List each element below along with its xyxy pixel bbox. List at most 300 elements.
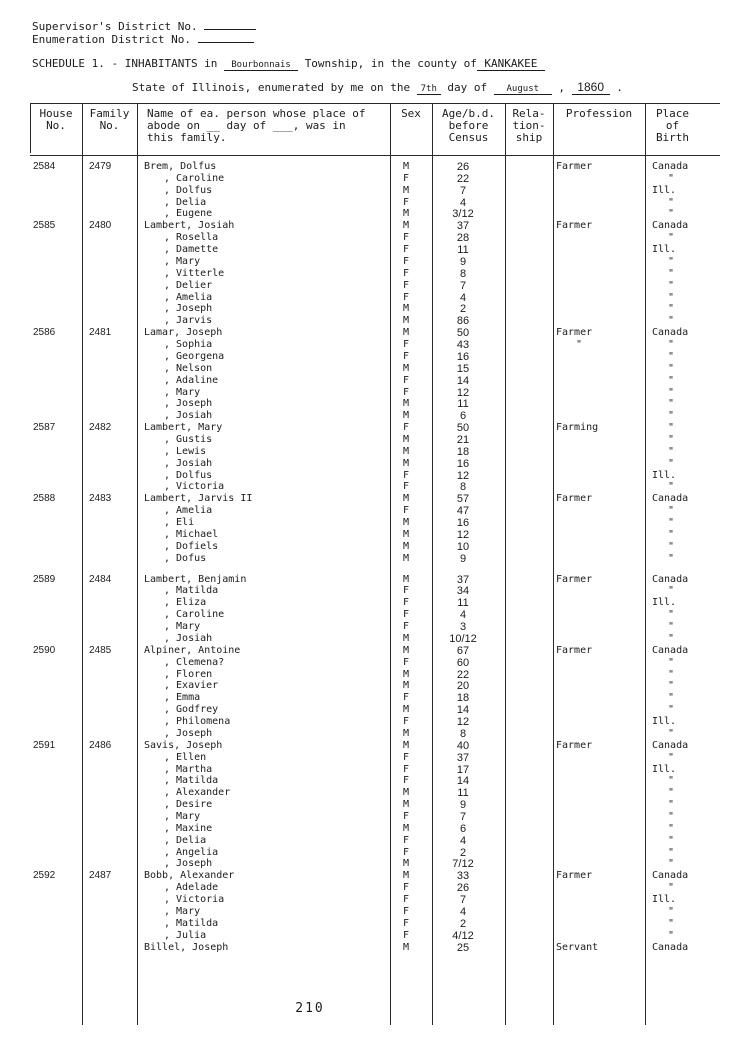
- table-row: [0, 470, 749, 482]
- profession-value: Farmer: [556, 870, 593, 882]
- person-name: , Adelade: [164, 882, 219, 894]
- person-name: , Michael: [164, 528, 219, 540]
- table-row: [0, 292, 749, 304]
- person-name: Lambert, Mary: [144, 422, 223, 434]
- age-value: 50: [456, 327, 470, 340]
- person-name: , Angelia: [164, 846, 219, 858]
- header-line: of: [665, 119, 680, 132]
- birthplace-value: ": [668, 232, 675, 244]
- table-row: [0, 315, 749, 327]
- state-text: State of Illinois, enumerated by me on the: [132, 81, 411, 94]
- person-name: Savis, Joseph: [144, 739, 223, 751]
- birthplace-value: ": [668, 846, 675, 858]
- person-name: , Maxine: [164, 822, 213, 834]
- birthplace-value: Ill.: [652, 244, 677, 256]
- house-number: 2586: [33, 327, 56, 339]
- birthplace-value: ": [668, 929, 675, 941]
- sex-value: M: [402, 327, 410, 339]
- sex-value: F: [402, 763, 410, 775]
- sex-value: M: [402, 704, 410, 716]
- birthplace-value: ": [668, 680, 675, 692]
- sex-value: M: [402, 184, 410, 196]
- header-line: before: [448, 119, 489, 132]
- table-row: [0, 680, 749, 692]
- age-value: 9: [459, 799, 467, 812]
- family-number: 2484: [89, 573, 112, 585]
- sex-value: F: [402, 882, 410, 894]
- schedule-prefix: SCHEDULE 1. - INHABITANTS in: [32, 57, 218, 70]
- age-value: 2: [459, 917, 467, 930]
- person-name: , Alexander: [164, 787, 231, 799]
- sex-value: M: [402, 858, 410, 870]
- age-value: 4: [459, 291, 467, 304]
- age-value: 17: [456, 763, 470, 776]
- enumeration-label: Enumeration District No.: [32, 33, 191, 46]
- age-value: 47: [456, 505, 470, 518]
- table-row: [0, 458, 749, 470]
- house-number: 2589: [33, 573, 56, 585]
- age-value: 9: [459, 552, 467, 565]
- table-row: [0, 799, 749, 811]
- sex-value: F: [402, 267, 410, 279]
- sex-value: M: [402, 303, 410, 315]
- person-name: , Victoria: [164, 481, 225, 493]
- age-value: 4: [459, 196, 467, 209]
- header-line: Name of ea. person whose place of: [147, 107, 366, 120]
- sex-value: M: [402, 220, 410, 232]
- table-row: [0, 303, 749, 315]
- header-sex: [390, 108, 432, 120]
- person-name: , Exavier: [164, 680, 219, 692]
- sex-value: F: [402, 692, 410, 704]
- sex-value: M: [402, 161, 410, 172]
- birthplace-value: ": [668, 196, 675, 208]
- table-row: [0, 363, 749, 375]
- age-value: 9: [459, 255, 467, 268]
- sex-value: F: [402, 775, 410, 787]
- age-value: 11: [457, 398, 469, 411]
- header-line: Birth: [655, 131, 690, 144]
- person-name: , Ellen: [164, 751, 207, 763]
- birthplace-value: ": [668, 267, 675, 279]
- age-value: 34: [456, 585, 470, 598]
- person-name: , Nelson: [164, 362, 213, 374]
- table-row: [0, 918, 749, 930]
- person-name: , Matilda: [164, 917, 219, 929]
- table-row: [0, 823, 749, 835]
- age-value: 33: [456, 870, 470, 883]
- age-value: 10/12: [449, 632, 477, 645]
- day-label: day of: [447, 81, 488, 94]
- table-row: [0, 847, 749, 859]
- enumeration-blank: [198, 32, 254, 43]
- birthplace-value: ": [668, 656, 675, 668]
- birthplace-value: ": [668, 517, 675, 529]
- person-name: , Caroline: [164, 609, 225, 621]
- table-top-border: [30, 103, 720, 104]
- birthplace-value: ": [668, 386, 675, 398]
- age-value: 4: [459, 834, 467, 847]
- age-value: 15: [456, 362, 470, 375]
- sex-value: F: [402, 481, 410, 493]
- table-row: [0, 787, 749, 799]
- house-number: 2591: [33, 739, 56, 751]
- profession-value: Farmer: [556, 493, 593, 505]
- person-name: , Joseph: [164, 398, 213, 410]
- table-row: [0, 446, 749, 458]
- age-value: 86: [456, 315, 470, 328]
- birthplace-value: ": [668, 434, 675, 445]
- table-row: [0, 232, 749, 244]
- sex-value: F: [402, 810, 410, 822]
- age-value: 14: [456, 374, 470, 387]
- sex-value: M: [402, 552, 410, 564]
- person-name: , Amelia: [164, 291, 213, 303]
- person-name: , Jarvis: [164, 315, 213, 327]
- table-row: [0, 692, 749, 704]
- age-value: 2: [459, 846, 467, 859]
- sex-value: F: [402, 255, 410, 267]
- age-value: 28: [456, 232, 470, 245]
- day-value: 7th: [417, 84, 441, 95]
- sex-value: F: [402, 469, 410, 481]
- table-row: [0, 609, 749, 621]
- sex-value: F: [402, 172, 410, 184]
- person-name: , Dofus: [164, 552, 207, 564]
- birthplace-value: ": [668, 279, 675, 291]
- birthplace-value: ": [668, 422, 675, 434]
- person-name: , Dofiels: [164, 540, 219, 552]
- person-name: , Lewis: [164, 445, 207, 457]
- table-row: [0, 481, 749, 493]
- house-number: 2587: [33, 422, 56, 434]
- family-number: 2482: [89, 422, 112, 434]
- profession-value: ": [576, 339, 583, 351]
- age-value: 4: [459, 905, 467, 918]
- table-header-border: [30, 155, 720, 156]
- sex-value: F: [402, 621, 410, 633]
- person-name: , Martha: [164, 763, 213, 775]
- birthplace-value: ": [668, 315, 675, 327]
- sex-value: M: [402, 410, 410, 422]
- table-row: [0, 597, 749, 609]
- family-number: 2479: [89, 161, 112, 172]
- family-number: 2480: [89, 220, 112, 232]
- person-name: , Adaline: [164, 374, 219, 386]
- table-row: [0, 256, 749, 268]
- sex-value: M: [402, 941, 410, 953]
- person-name: , Josiah: [164, 410, 213, 422]
- table-row: [0, 657, 749, 669]
- birthplace-value: ": [668, 917, 675, 929]
- person-name: , Amelia: [164, 505, 213, 517]
- table-row: [0, 740, 749, 752]
- table-row: [0, 553, 749, 565]
- age-value: 40: [456, 739, 470, 752]
- birthplace-value: ": [668, 350, 675, 362]
- age-value: 26: [456, 161, 470, 173]
- age-value: 60: [456, 656, 470, 669]
- birthplace-value: ": [668, 822, 675, 834]
- person-name: , Clemena?: [164, 656, 225, 668]
- age-value: 12: [456, 716, 470, 729]
- table-row: [0, 398, 749, 410]
- county-value: KANKAKEE: [477, 57, 545, 71]
- sex-value: M: [402, 632, 410, 644]
- sex-value: F: [402, 656, 410, 668]
- person-name: , Emma: [164, 692, 201, 704]
- person-name: , Mary: [164, 621, 201, 633]
- table-row: [0, 574, 749, 586]
- age-value: 37: [456, 573, 470, 586]
- sex-value: F: [402, 232, 410, 244]
- person-name: , Caroline: [164, 172, 225, 184]
- table-row: [0, 835, 749, 847]
- age-value: 20: [456, 680, 470, 693]
- table-row: [0, 621, 749, 633]
- age-value: 67: [456, 644, 470, 657]
- age-value: 57: [456, 493, 470, 506]
- period: .: [616, 81, 623, 94]
- person-name: , Sophia: [164, 339, 213, 351]
- supervisor-label: Supervisor's District No.: [32, 20, 198, 33]
- header-profession: [553, 108, 645, 120]
- age-value: 11: [457, 597, 469, 610]
- sex-value: M: [402, 668, 410, 680]
- sex-value: F: [402, 917, 410, 929]
- birthplace-value: ": [668, 858, 675, 870]
- person-name: Lambert, Benjamin: [144, 573, 247, 585]
- birthplace-value: ": [668, 362, 675, 374]
- profession-value: Farmer: [556, 644, 593, 656]
- sex-value: F: [402, 929, 410, 941]
- table-row: [0, 645, 749, 657]
- birthplace-value: ": [668, 727, 675, 739]
- month-value: August: [494, 84, 552, 95]
- table-row: [0, 811, 749, 823]
- table-row: [0, 942, 749, 954]
- header-age: [432, 108, 505, 144]
- age-value: 6: [459, 410, 467, 423]
- birthplace-value: ": [668, 445, 675, 457]
- table-row: [0, 906, 749, 918]
- table-row: [0, 410, 749, 422]
- header-line: House: [39, 107, 73, 120]
- age-value: 8: [459, 481, 467, 494]
- table-row: [0, 882, 749, 894]
- birthplace-value: ": [668, 528, 675, 540]
- sex-value: F: [402, 597, 410, 609]
- birthplace-value: ": [668, 704, 675, 716]
- birthplace-value: ": [668, 172, 675, 184]
- birthplace-value: ": [668, 609, 675, 621]
- age-value: 43: [456, 339, 470, 352]
- sex-value: F: [402, 196, 410, 208]
- township-label: Township, in the county of: [304, 57, 477, 70]
- age-value: 16: [456, 517, 470, 530]
- person-name: , Mary: [164, 810, 201, 822]
- sex-value: M: [402, 870, 410, 882]
- year-value: 1860: [572, 80, 610, 95]
- birthplace-value: ": [668, 374, 675, 386]
- table-row: [0, 220, 749, 232]
- person-name: , Joseph: [164, 303, 213, 315]
- person-name: , Victoria: [164, 894, 225, 906]
- table-row: [0, 505, 749, 517]
- age-value: 26: [456, 882, 470, 895]
- header-line: tion-: [512, 119, 546, 132]
- sex-value: F: [402, 244, 410, 256]
- sex-value: M: [402, 540, 410, 552]
- table-row: [0, 387, 749, 399]
- age-value: 16: [456, 350, 470, 363]
- person-name: , Josiah: [164, 632, 213, 644]
- birthplace-value: Ill.: [652, 597, 677, 609]
- age-value: 7/12: [452, 858, 474, 871]
- person-name: Bobb, Alexander: [144, 870, 235, 882]
- sex-value: F: [402, 291, 410, 303]
- header-relationship: [505, 108, 553, 144]
- sex-value: M: [402, 398, 410, 410]
- person-name: , Mary: [164, 905, 201, 917]
- house-number: 2588: [33, 493, 56, 505]
- age-value: 8: [459, 727, 467, 740]
- house-number: 2585: [33, 220, 56, 232]
- birthplace-value: ": [668, 540, 675, 552]
- birthplace-value: Canada: [652, 220, 689, 232]
- person-name: , Desire: [164, 799, 213, 811]
- person-name: , Eli: [164, 517, 195, 529]
- age-value: 22: [456, 668, 470, 681]
- table-row: [0, 669, 749, 681]
- age-value: 10: [456, 540, 470, 553]
- birthplace-value: Canada: [652, 739, 689, 751]
- age-value: 7: [459, 279, 467, 292]
- person-name: , Josiah: [164, 457, 213, 469]
- header-line: No.: [46, 119, 66, 132]
- person-name: , Philomena: [164, 716, 231, 728]
- person-name: , Mary: [164, 255, 201, 267]
- person-name: , Mary: [164, 386, 201, 398]
- age-value: 22: [456, 172, 470, 185]
- birthplace-value: ": [668, 905, 675, 917]
- table-row: [0, 173, 749, 185]
- sex-value: F: [402, 505, 410, 517]
- table-row: [0, 208, 749, 220]
- age-value: 14: [456, 775, 470, 788]
- profession-value: Farmer: [556, 327, 593, 339]
- sex-value: M: [402, 362, 410, 374]
- table-row: [0, 716, 749, 728]
- age-value: 4/12: [452, 929, 474, 942]
- age-value: 12: [456, 469, 470, 482]
- birthplace-value: Canada: [652, 327, 689, 339]
- header-line: No.: [99, 119, 120, 132]
- person-name: , Dolfus: [164, 469, 213, 481]
- birthplace-value: Ill.: [652, 469, 677, 481]
- sex-value: M: [402, 493, 410, 505]
- birthplace-value: Ill.: [652, 894, 677, 906]
- page-number: 210: [295, 1001, 325, 1016]
- sex-value: M: [402, 315, 410, 327]
- header-line: abode on __ day of ___, was in: [147, 119, 346, 132]
- table-row: [0, 244, 749, 256]
- table-row: [0, 161, 749, 173]
- person-name: , Delia: [164, 196, 207, 208]
- sex-value: M: [402, 822, 410, 834]
- birthplace-value: Canada: [652, 493, 689, 505]
- sex-value: M: [402, 799, 410, 811]
- sex-value: F: [402, 585, 410, 597]
- sex-value: F: [402, 609, 410, 621]
- sex-value: F: [402, 350, 410, 362]
- house-number: 2592: [33, 870, 56, 882]
- table-row: [0, 728, 749, 740]
- profession-value: Farming: [556, 422, 599, 434]
- house-number: 2590: [33, 644, 56, 656]
- table-row: [0, 930, 749, 942]
- sex-value: M: [402, 517, 410, 529]
- person-name: Alpiner, Antoine: [144, 644, 241, 656]
- township-value: Bourbonnais: [224, 60, 298, 71]
- sex-value: M: [402, 727, 410, 739]
- table-row: [0, 375, 749, 387]
- birthplace-value: Canada: [652, 161, 689, 172]
- age-value: 2: [459, 303, 467, 316]
- sex-value: F: [402, 279, 410, 291]
- age-value: 7: [459, 184, 467, 197]
- birthplace-value: Canada: [652, 644, 689, 656]
- profession-value: Farmer: [556, 739, 593, 751]
- table-row: [0, 752, 749, 764]
- birthplace-value: ": [668, 632, 675, 644]
- birthplace-value: ": [668, 410, 675, 422]
- sex-value: F: [402, 374, 410, 386]
- age-value: 50: [456, 422, 470, 435]
- header-line: Age/b.d.: [442, 107, 495, 120]
- table-row: [0, 529, 749, 541]
- birthplace-value: ": [668, 799, 675, 811]
- table-row: [0, 422, 749, 434]
- birthplace-value: ": [668, 457, 675, 469]
- table-row: [0, 339, 749, 351]
- person-name: , Rosella: [164, 232, 219, 244]
- sex-value: M: [402, 644, 410, 656]
- person-name: , Floren: [164, 668, 213, 680]
- birthplace-value: ": [668, 552, 675, 564]
- header-line: Place: [655, 107, 690, 120]
- table-row: [0, 280, 749, 292]
- house-number: 2584: [33, 161, 56, 172]
- birthplace-value: ": [668, 505, 675, 517]
- birthplace-value: Ill.: [652, 763, 677, 775]
- birthplace-value: ": [668, 585, 675, 597]
- age-value: 7: [459, 810, 467, 823]
- person-name: Billel, Joseph: [144, 941, 229, 953]
- sex-value: M: [402, 739, 410, 751]
- age-value: 11: [457, 244, 469, 257]
- sex-value: M: [402, 680, 410, 692]
- profession-value: Farmer: [556, 573, 593, 585]
- schedule-line: [32, 57, 545, 71]
- sex-value: M: [402, 434, 410, 445]
- person-name: , Eliza: [164, 597, 207, 609]
- birthplace-value: ": [668, 621, 675, 633]
- age-value: 3/12: [452, 208, 474, 221]
- table-row: [0, 197, 749, 209]
- sex-value: M: [402, 445, 410, 457]
- sex-value: F: [402, 339, 410, 351]
